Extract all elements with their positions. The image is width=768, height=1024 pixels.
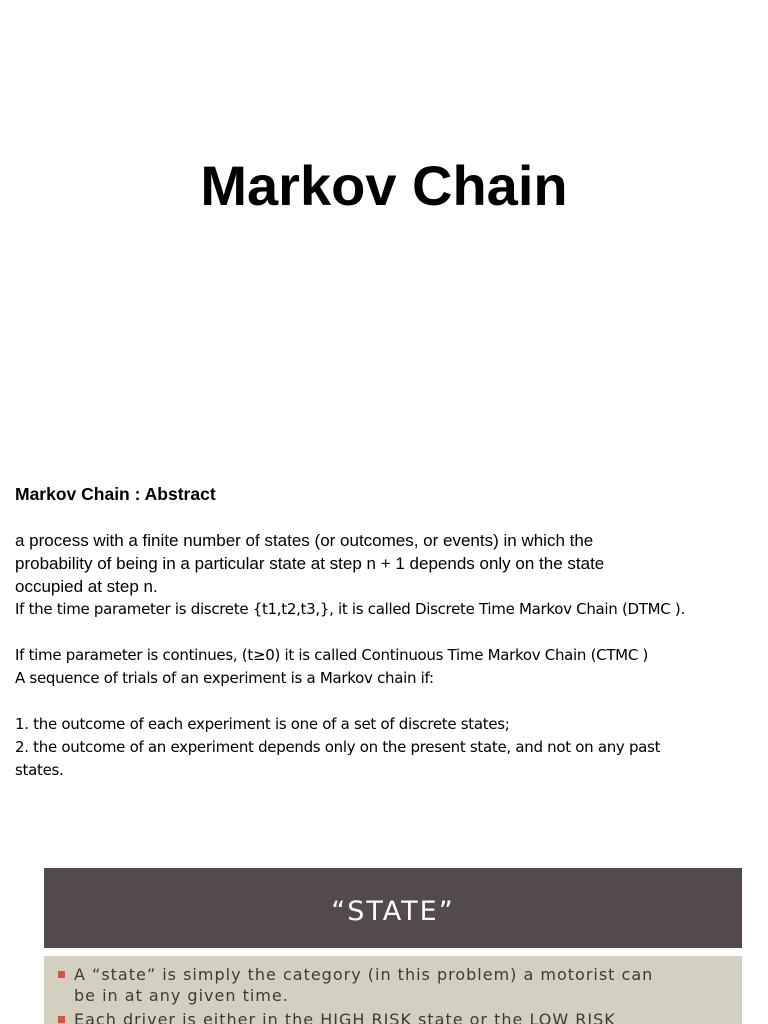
- slide-bullet-1-line-2: be in at any given time.: [74, 986, 289, 1005]
- abstract-heading: Markov Chain : Abstract: [15, 484, 216, 504]
- abstract-section: [15, 483, 755, 782]
- condition-2-line-2: states.: [15, 761, 64, 779]
- slide-header: [44, 868, 742, 948]
- page-title: Markov Chain: [200, 154, 568, 217]
- slide-bullet-2-line-1: Each driver is either in the HIGH RISK state or the LOW RISK: [74, 1010, 616, 1024]
- sequence-intro: A sequence of trials of an experiment is a Markov chain if:: [15, 669, 434, 687]
- slide-body: [44, 956, 742, 1024]
- condition-2-line-1: 2. the outcome of an experiment depends only on the present state, and not on any past: [15, 738, 661, 756]
- slide-bullet-1: [74, 964, 714, 1006]
- state-slide: [44, 868, 742, 1024]
- condition-1: 1. the outcome of each experiment is one of a set of discrete states;: [15, 715, 510, 733]
- square-bullet-icon: [58, 971, 65, 978]
- slide-bullet-2: [74, 1009, 714, 1024]
- slide-bullet-1-line-1: A “state” is simply the category (in this problem) a motorist can: [74, 965, 654, 984]
- slide-header-title: “STATE”: [331, 895, 455, 927]
- spacer: [15, 621, 755, 644]
- definition-line-2: probability of being in a particular state at step n + 1 depends only on the state: [15, 554, 605, 573]
- ctmc-text: If time parameter is continues, (t≥0) it is called Continuous Time Markov Chain (CTMC ): [15, 646, 649, 664]
- definition-line-1: a process with a finite number of states (or outcomes, or events) in which the: [15, 531, 594, 550]
- spacer: [15, 690, 755, 713]
- slide-divider: [44, 948, 742, 956]
- dtmc-text: If the time parameter is discrete {t1,t2,t3,}, it is called Discrete Time Markov Chain (DTMC ).: [15, 600, 685, 618]
- definition-line-3: occupied at step n.: [15, 577, 158, 596]
- square-bullet-icon: [58, 1016, 65, 1023]
